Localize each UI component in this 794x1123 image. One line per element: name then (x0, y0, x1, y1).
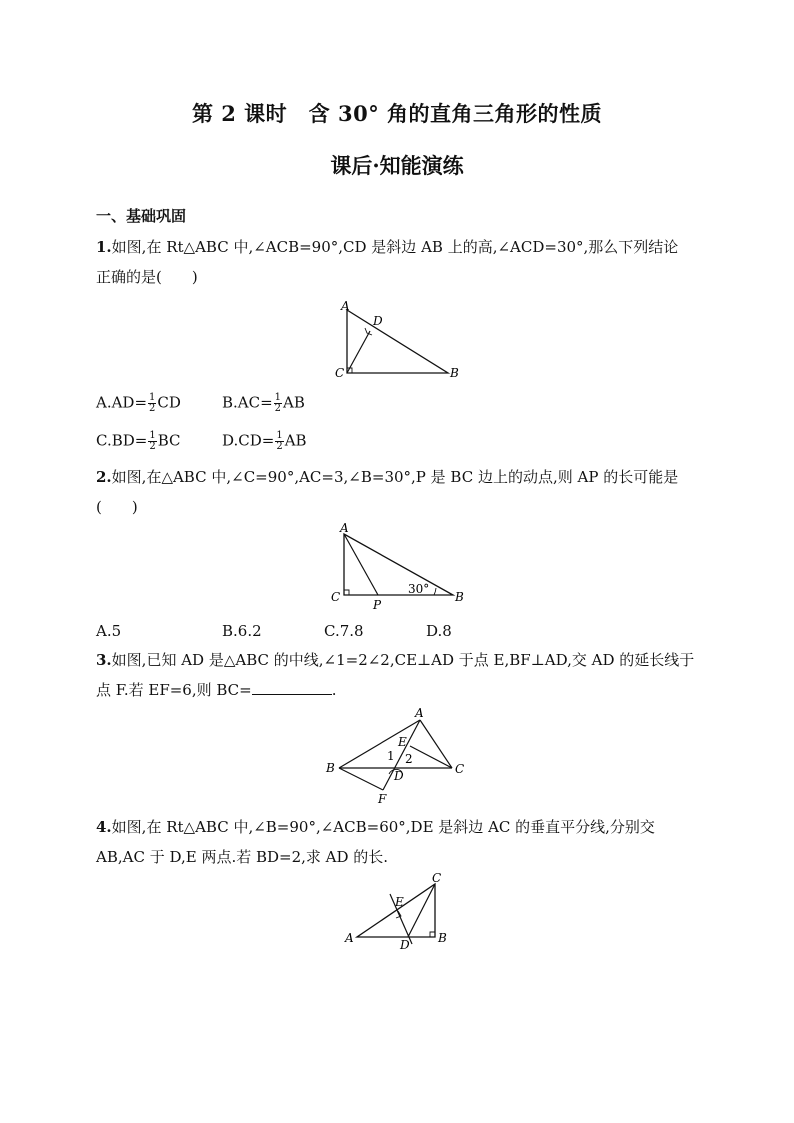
label-d: D (400, 938, 410, 952)
label-p: P (373, 598, 382, 612)
label-a: A (341, 299, 350, 313)
segment-cd (408, 884, 435, 937)
figure-q2 (326, 520, 471, 612)
label-c: C (331, 590, 341, 604)
question-4 (96, 812, 696, 872)
question-number: 1. (96, 238, 112, 256)
label-e: E (398, 735, 407, 749)
answer-blank[interactable] (252, 678, 332, 695)
label-b: B (450, 366, 459, 380)
label-angle-2: 2 (405, 752, 413, 766)
label-c: C (335, 366, 345, 380)
question-text-line2: 正确的是( ) (96, 268, 198, 286)
right-angle-mark-c (344, 590, 349, 595)
option-2c[interactable]: C.7.8 (324, 622, 364, 640)
segment-ac (420, 720, 452, 768)
section-heading: 一、基础巩固 (96, 207, 187, 225)
figure-q3 (322, 706, 472, 806)
angle-label-30: 30° (408, 582, 430, 596)
label-a: A (340, 521, 349, 535)
question-text-line2: AB,AC 于 D,E 两点.若 BD=2,求 AD 的长. (96, 848, 389, 866)
option-2b[interactable]: B.6.2 (222, 622, 262, 640)
right-angle-mark-d (365, 328, 372, 335)
page-title: 第 2 课时 含 30° 角的直角三角形的性质 (191, 101, 603, 126)
label-c: C (432, 872, 442, 885)
question-text-line1: 如图,在△ABC 中,∠C=90°,AC=3,∠B=30°,P 是 BC 边上的动点,则 AP 的长可能是 (111, 468, 679, 486)
question-text-line2: ( ) (96, 498, 138, 516)
altitude-cd (347, 331, 370, 373)
segment-ce (410, 746, 452, 768)
option-2a[interactable]: A.5 (96, 622, 122, 640)
label-a: A (345, 931, 354, 945)
label-d: D (373, 314, 383, 328)
option-2d[interactable]: D.8 (426, 622, 452, 640)
question-text-line1: 如图,在 Rt△ABC 中,∠ACB=90°,CD 是斜边 AB 上的高,∠ACD=30°,那么下列结论 (111, 238, 679, 256)
question-number: 4. (96, 818, 112, 836)
label-f: F (378, 792, 387, 806)
segment-bf (339, 768, 383, 790)
label-b: B (438, 931, 447, 945)
option-1d[interactable]: D.CD= $\frac{1}{2}$ AB (222, 430, 307, 452)
question-number: 2. (96, 468, 112, 486)
question-number: 3. (96, 651, 112, 669)
option-1c[interactable]: C.BD= $\frac{1}{2}$ BC (96, 430, 181, 452)
option-1a[interactable]: A.AD= $\frac{1}{2}$ CD (96, 392, 181, 414)
question-text-line1: 如图,在 Rt△ABC 中,∠B=90°,∠ACB=60°,DE 是斜边 AC 的垂直平分线,分别交 (111, 818, 655, 836)
label-c: C (455, 762, 465, 776)
question-1 (96, 232, 696, 292)
figure-q4 (340, 872, 460, 952)
label-a: A (415, 706, 424, 720)
figure-q1 (330, 298, 470, 382)
triangle-abc (357, 884, 435, 937)
label-e: E (395, 895, 404, 909)
triangle-abc (347, 310, 448, 373)
label-b: B (326, 761, 335, 775)
question-text-line1: 如图,已知 AD 是△ABC 的中线,∠1=2∠2,CE⊥AD 于点 E,BF⊥AD,交 AD 的延长线于 (111, 651, 695, 669)
option-1b[interactable]: B.AC= $\frac{1}{2}$ AB (222, 392, 305, 414)
right-angle-mark-b (430, 932, 435, 937)
question-3: 3.如图,已知 AD 是△ABC 的中线,∠1=2∠2,CE⊥AD 于点 E,BF⊥AD,交 AD 的延长线于 点 F.若 EF=6,则 BC= . (96, 651, 695, 699)
label-angle-1: 1 (387, 749, 395, 763)
question-2 (96, 462, 696, 522)
question-text-line2: 点 F.若 EF=6,则 BC= (96, 681, 252, 699)
label-d: D (394, 769, 404, 783)
angle-arc-b (434, 588, 436, 595)
page-subtitle: 课后·知能演练 (330, 153, 464, 178)
label-b: B (455, 590, 464, 604)
